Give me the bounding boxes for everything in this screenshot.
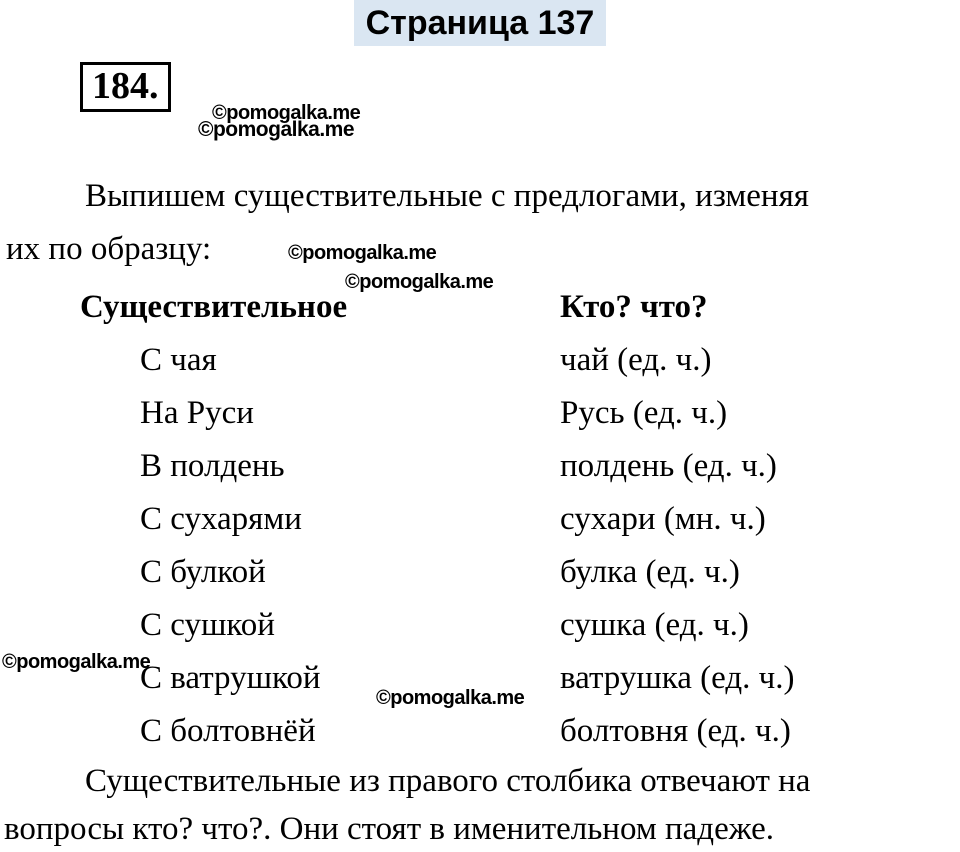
table-header-nouns: Существительное — [80, 289, 348, 325]
table-cell-answer: сухари (мн. ч.) — [560, 501, 766, 537]
intro-paragraph-line-1: Выпишем существительные с предлогами, изменяя — [85, 178, 809, 214]
watermark: ©pomogalka.me — [376, 687, 525, 709]
table-row — [0, 601, 960, 654]
table-cell-phrase: На Руси — [140, 395, 254, 431]
table-cell-answer: болтовня (ед. ч.) — [560, 713, 791, 749]
table-cell-phrase: С сухарями — [140, 501, 302, 537]
table-header-who-what: Кто? что? — [560, 289, 708, 325]
table-cell-answer: Русь (ед. ч.) — [560, 395, 728, 431]
table-cell-answer: полдень (ед. ч.) — [560, 448, 777, 484]
watermark: ©pomogalka.me — [345, 271, 494, 293]
table-cell-answer: чай (ед. ч.) — [560, 342, 712, 378]
watermark: ©pomogalka.me — [212, 102, 361, 124]
table-row — [0, 442, 960, 495]
table-row — [0, 389, 960, 442]
conclusion-paragraph-line-2: вопросы кто? что?. Они стоят в именительном падеже. — [4, 811, 774, 847]
conclusion-paragraph-line-1: Существительные из правого столбика отвечают на — [85, 763, 811, 799]
table-row — [0, 707, 960, 760]
intro-paragraph-line-2: их по образцу: — [6, 231, 212, 267]
table-cell-phrase: С болтовнёй — [140, 713, 316, 749]
exercise-number-box — [80, 62, 171, 112]
exercise-number: 184. — [92, 65, 159, 107]
table-cell-answer: ватрушка (ед. ч.) — [560, 660, 795, 696]
watermark: ©pomogalka.me — [2, 651, 151, 673]
table-cell-phrase: С сушкой — [140, 607, 275, 643]
table-row — [0, 336, 960, 389]
watermark: ©pomogalka.me — [288, 242, 437, 264]
table-row — [0, 495, 960, 548]
table-cell-phrase: С чая — [140, 342, 217, 378]
watermark: ©pomogalka.me — [198, 118, 355, 141]
page-title-row — [0, 0, 960, 46]
table-row — [0, 548, 960, 601]
table-cell-phrase: В полдень — [140, 448, 285, 484]
page-title: Страница 137 — [354, 0, 607, 46]
table-cell-phrase: С ватрушкой — [140, 660, 321, 696]
table-cell-answer: сушка (ед. ч.) — [560, 607, 749, 643]
table-cell-phrase: С булкой — [140, 554, 266, 590]
table-cell-answer: булка (ед. ч.) — [560, 554, 740, 590]
